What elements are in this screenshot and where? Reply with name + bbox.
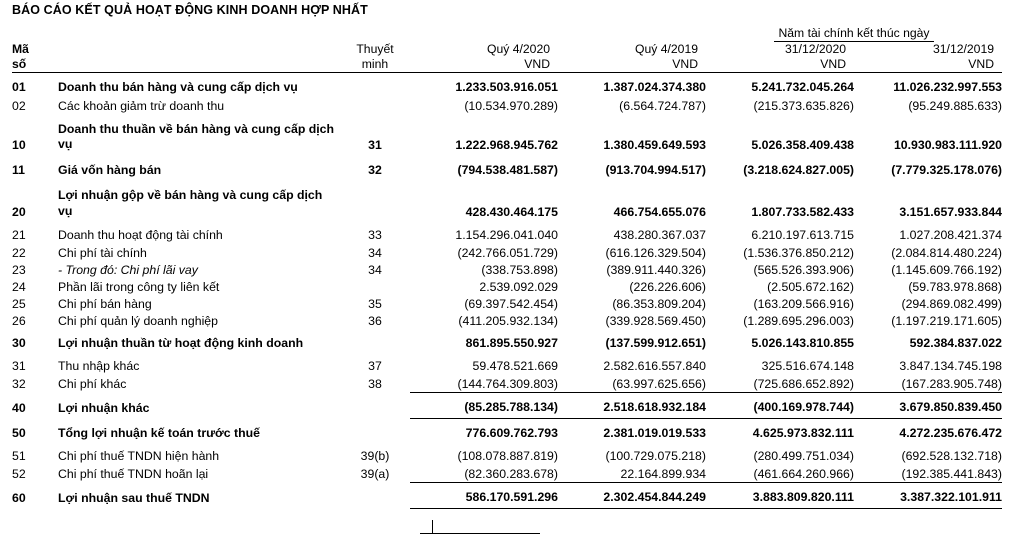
row-code: 23	[12, 262, 26, 277]
header-col1-line1: Quý 4/2020	[486, 42, 550, 56]
row-note	[340, 181, 410, 223]
row-label: Chi phí thuế TNDN hiện hành	[58, 449, 220, 464]
row-value-q4-2020: 861.895.550.927	[465, 336, 558, 351]
row-value-31-12-2019: (95.249.885.633)	[908, 99, 1002, 114]
row-value-q4-2019: 2.381.019.019.533	[603, 426, 706, 441]
header-group-year-label: Năm tài chính kết thúc ngày	[774, 26, 933, 42]
header-code-line1: Mã	[12, 42, 29, 56]
row-label: Thu nhập khác	[58, 359, 140, 374]
row-label: Chi phí tài chính	[58, 245, 147, 260]
row-value-31-12-2019: (692.528.132.718)	[901, 449, 1002, 464]
table-row	[12, 465, 1002, 483]
row-value-q4-2019: (86.353.809.204)	[612, 296, 706, 311]
row-value-31-12-2019: (1.145.609.766.192)	[891, 262, 1002, 277]
row-value-31-12-2019: 3.387.322.101.911	[854, 483, 1002, 509]
row-note	[340, 483, 410, 509]
row-value-q4-2019: (339.928.569.450)	[605, 313, 706, 328]
table-row	[12, 483, 1002, 509]
row-code: 32	[12, 377, 26, 392]
row-value-31-12-2019: (2.084.814.480.224)	[891, 245, 1002, 260]
row-code: 22	[12, 245, 26, 260]
row-note: 34	[368, 245, 382, 260]
income-statement-table	[12, 26, 1002, 509]
row-value-q4-2020: 1.222.968.945.762	[455, 138, 558, 153]
row-value-q4-2019: 466.754.655.076	[613, 205, 706, 220]
row-note	[340, 419, 410, 445]
row-label: Doanh thu thuần về bán hàng và cung cấp dịch vụ	[58, 121, 335, 152]
row-value-q4-2020: (69.397.542.454)	[464, 296, 558, 311]
table-row	[12, 295, 1002, 312]
row-value-31-12-2020: (2.505.672.162)	[767, 279, 854, 294]
row-value-q4-2019: 1.387.024.374.380	[603, 79, 706, 94]
header-group-year	[706, 26, 1002, 42]
table-row	[12, 261, 1002, 278]
row-code: 52	[12, 467, 26, 482]
row-value-q4-2020: (242.766.051.729)	[457, 245, 558, 260]
row-value-q4-2020: 586.170.591.296	[410, 483, 558, 509]
table-row	[12, 223, 1002, 244]
row-value-31-12-2019: (294.869.082.499)	[901, 296, 1002, 311]
row-note	[340, 329, 410, 354]
row-value-31-12-2020: (215.373.635.826)	[753, 99, 854, 114]
table-row	[12, 419, 1002, 445]
row-value-q4-2020: 1.154.296.041.040	[455, 228, 558, 243]
header-code-line2: số	[12, 56, 27, 71]
row-value-q4-2019: (226.226.606)	[629, 279, 706, 294]
table-row	[12, 181, 1002, 223]
row-code: 26	[12, 313, 26, 328]
row-value-31-12-2019: (59.783.978.868)	[908, 279, 1002, 294]
header-col2-line1: Quý 4/2019	[634, 42, 698, 56]
row-value-31-12-2019: 11.026.232.997.553	[893, 79, 1002, 94]
row-note: 36	[368, 313, 382, 328]
row-value-31-12-2019: 1.027.208.421.374	[899, 228, 1002, 243]
row-value-q4-2020: (411.205.932.134)	[458, 313, 558, 328]
row-value-31-12-2020: 325.516.674.148	[761, 359, 854, 374]
table-row	[12, 329, 1002, 354]
row-code: 11	[12, 163, 25, 178]
row-value-q4-2020: (85.285.788.134)	[410, 393, 558, 419]
row-label: Phần lãi trong công ty liên kết	[58, 279, 220, 294]
row-label: Doanh thu hoạt động tài chính	[58, 228, 223, 243]
header-col2-line2: VND	[672, 56, 698, 71]
row-value-q4-2019: (100.729.075.218)	[605, 449, 706, 464]
row-note: 39(a)	[360, 467, 390, 482]
row-value-31-12-2020: 5.241.732.045.264	[751, 79, 854, 94]
row-value-31-12-2020: (163.209.566.916)	[753, 296, 854, 311]
table-row	[12, 115, 1002, 157]
header-note-line1: Thuyết	[356, 42, 394, 56]
row-label: - Trong đó: Chi phí lãi vay	[58, 262, 198, 277]
row-value-31-12-2020: (400.169.978.744)	[706, 393, 854, 419]
header-note-line2: minh	[361, 56, 389, 71]
table-body	[12, 73, 1002, 509]
header-col4-line1: 31/12/2019	[933, 42, 994, 56]
row-value-q4-2019: 2.518.618.932.184	[558, 393, 706, 419]
row-value-31-12-2020: (461.664.260.966)	[706, 465, 854, 483]
row-code: 25	[12, 296, 26, 311]
row-value-q4-2020: 428.430.464.175	[465, 205, 558, 220]
row-label: Chi phí quản lý doanh nghiệp	[58, 313, 218, 328]
table-row	[12, 98, 1002, 115]
row-value-q4-2019: (616.126.329.504)	[605, 245, 706, 260]
table-row	[12, 244, 1002, 261]
row-label: Chi phí thuế TNDN hoãn lại	[58, 467, 209, 482]
table-row	[12, 278, 1002, 295]
header-labels-row	[12, 42, 1002, 72]
row-value-q4-2019: 438.280.367.037	[613, 228, 706, 243]
row-value-q4-2020: (82.360.283.678)	[410, 465, 558, 483]
row-value-31-12-2019: 3.847.134.745.198	[899, 359, 1002, 374]
row-value-q4-2020: 2.539.092.029	[479, 279, 558, 294]
row-label: Chi phí bán hàng	[58, 296, 152, 311]
row-note: 34	[368, 262, 382, 277]
row-note: 39(b)	[360, 449, 390, 464]
row-value-31-12-2019: 10.930.983.111.920	[893, 138, 1002, 153]
table-row	[12, 73, 1002, 98]
row-code: 60	[12, 490, 26, 505]
row-note	[340, 278, 410, 295]
row-label: Lợi nhuận gộp về bán hàng và cung cấp dịch vụ	[58, 188, 323, 218]
row-value-q4-2020: (144.764.309.803)	[410, 375, 558, 393]
row-value-q4-2019: (913.704.994.517)	[605, 163, 706, 178]
row-note: 37	[368, 359, 382, 374]
row-note: 31	[368, 138, 382, 153]
row-value-q4-2020: (108.078.887.819)	[457, 449, 558, 464]
row-value-q4-2019: 2.582.616.557.840	[603, 359, 706, 374]
row-label: Lợi nhuận thuần từ hoạt động kinh doanh	[58, 336, 304, 351]
row-value-31-12-2020: 1.807.733.582.433	[751, 205, 854, 220]
row-value-q4-2019: (63.997.625.656)	[558, 375, 706, 393]
row-value-31-12-2019: 3.679.850.839.450	[854, 393, 1002, 419]
row-value-31-12-2019: 3.151.657.933.844	[899, 205, 1002, 220]
row-value-q4-2020: 59.478.521.669	[472, 359, 558, 374]
row-code: 21	[12, 228, 26, 243]
header-col-q4-2019	[558, 42, 706, 72]
row-code: 40	[12, 400, 26, 415]
row-value-q4-2019: 22.164.899.934	[558, 465, 706, 483]
table-row	[12, 312, 1002, 329]
row-code: 10	[12, 138, 26, 153]
row-code: 51	[12, 449, 26, 464]
header-group-row	[12, 26, 1002, 42]
table-row	[12, 393, 1002, 419]
row-label: Chi phí khác	[58, 377, 127, 392]
row-note: 35	[368, 296, 382, 311]
table-header	[12, 26, 1002, 73]
row-code: 30	[12, 336, 26, 351]
row-value-31-12-2019: (7.779.325.178.076)	[891, 163, 1002, 178]
header-code	[12, 42, 58, 72]
row-value-q4-2019: (6.564.724.787)	[619, 99, 706, 114]
header-col3-line2: VND	[820, 56, 846, 71]
row-code: 24	[12, 279, 26, 294]
row-value-q4-2019: (389.911.440.326)	[606, 262, 706, 277]
table-row	[12, 156, 1002, 181]
row-label: Giá vốn hàng bán	[58, 163, 162, 178]
row-note: 38	[368, 377, 382, 392]
row-code: 20	[12, 205, 26, 220]
row-note	[340, 73, 410, 98]
row-note: 32	[368, 163, 382, 178]
row-value-31-12-2020: (1.289.695.296.003)	[743, 313, 854, 328]
row-code: 01	[12, 79, 26, 94]
header-col3-line1: 31/12/2020	[785, 42, 846, 56]
row-code: 31	[12, 359, 26, 374]
row-value-q4-2019: 2.302.454.844.249	[558, 483, 706, 509]
page-title: BÁO CÁO KẾT QUẢ HOẠT ĐỘNG KINH DOANH HỢP NHẤT	[12, 3, 368, 17]
row-value-31-12-2020: 5.026.143.810.855	[751, 336, 854, 351]
row-value-31-12-2020: 3.883.809.820.111	[706, 483, 854, 509]
page-bottom-tick	[432, 520, 433, 533]
row-label: Các khoản giảm trừ doanh thu	[58, 99, 225, 114]
row-value-q4-2020: (10.534.970.289)	[464, 99, 558, 114]
header-col-31-12-2020	[706, 42, 854, 72]
row-value-31-12-2019: 4.272.235.676.472	[899, 426, 1002, 441]
row-note	[340, 98, 410, 115]
row-value-31-12-2020: (3.218.624.827.005)	[743, 163, 854, 178]
row-value-31-12-2020: 6.210.197.613.715	[751, 228, 854, 243]
row-value-31-12-2019: (1.197.219.171.605)	[891, 313, 1002, 328]
page-bottom-rule	[420, 533, 540, 534]
header-col-31-12-2019	[854, 42, 1002, 72]
table-row	[12, 375, 1002, 393]
row-value-31-12-2020: (280.499.751.034)	[753, 449, 854, 464]
header-col-q4-2020	[410, 42, 558, 72]
row-label: Lợi nhuận sau thuế TNDN	[58, 490, 210, 505]
row-value-31-12-2019: 592.384.837.022	[909, 336, 1002, 351]
row-value-31-12-2020: 5.026.358.409.438	[751, 138, 854, 153]
row-value-31-12-2020: (565.526.393.906)	[753, 262, 854, 277]
row-value-q4-2019: 1.380.459.649.593	[603, 138, 706, 153]
row-value-31-12-2020: (725.686.652.892)	[706, 375, 854, 393]
row-value-31-12-2019: (167.283.905.748)	[854, 375, 1002, 393]
header-col4-line2: VND	[968, 56, 994, 71]
row-label: Tổng lợi nhuận kế toán trước thuế	[58, 426, 260, 441]
row-value-q4-2020: 1.233.503.916.051	[455, 79, 558, 94]
row-label: Doanh thu bán hàng và cung cấp dịch vụ	[58, 79, 298, 94]
row-value-q4-2020: 776.609.762.793	[465, 426, 558, 441]
row-note	[340, 393, 410, 419]
row-value-q4-2020: (338.753.898)	[481, 262, 558, 277]
row-value-31-12-2020: 4.625.973.832.111	[752, 426, 854, 441]
row-value-q4-2019: (137.599.912.651)	[605, 336, 706, 351]
row-code: 50	[12, 426, 26, 441]
table-row	[12, 354, 1002, 375]
row-value-q4-2020: (794.538.481.587)	[457, 163, 558, 178]
header-note	[340, 42, 410, 72]
header-col1-line2: VND	[524, 56, 550, 71]
row-value-31-12-2019: (192.385.441.843)	[854, 465, 1002, 483]
row-note: 33	[368, 228, 382, 243]
row-value-31-12-2020: (1.536.376.850.212)	[743, 245, 854, 260]
row-label: Lợi nhuận khác	[58, 400, 150, 415]
table-row	[12, 444, 1002, 465]
row-code: 02	[12, 99, 26, 114]
